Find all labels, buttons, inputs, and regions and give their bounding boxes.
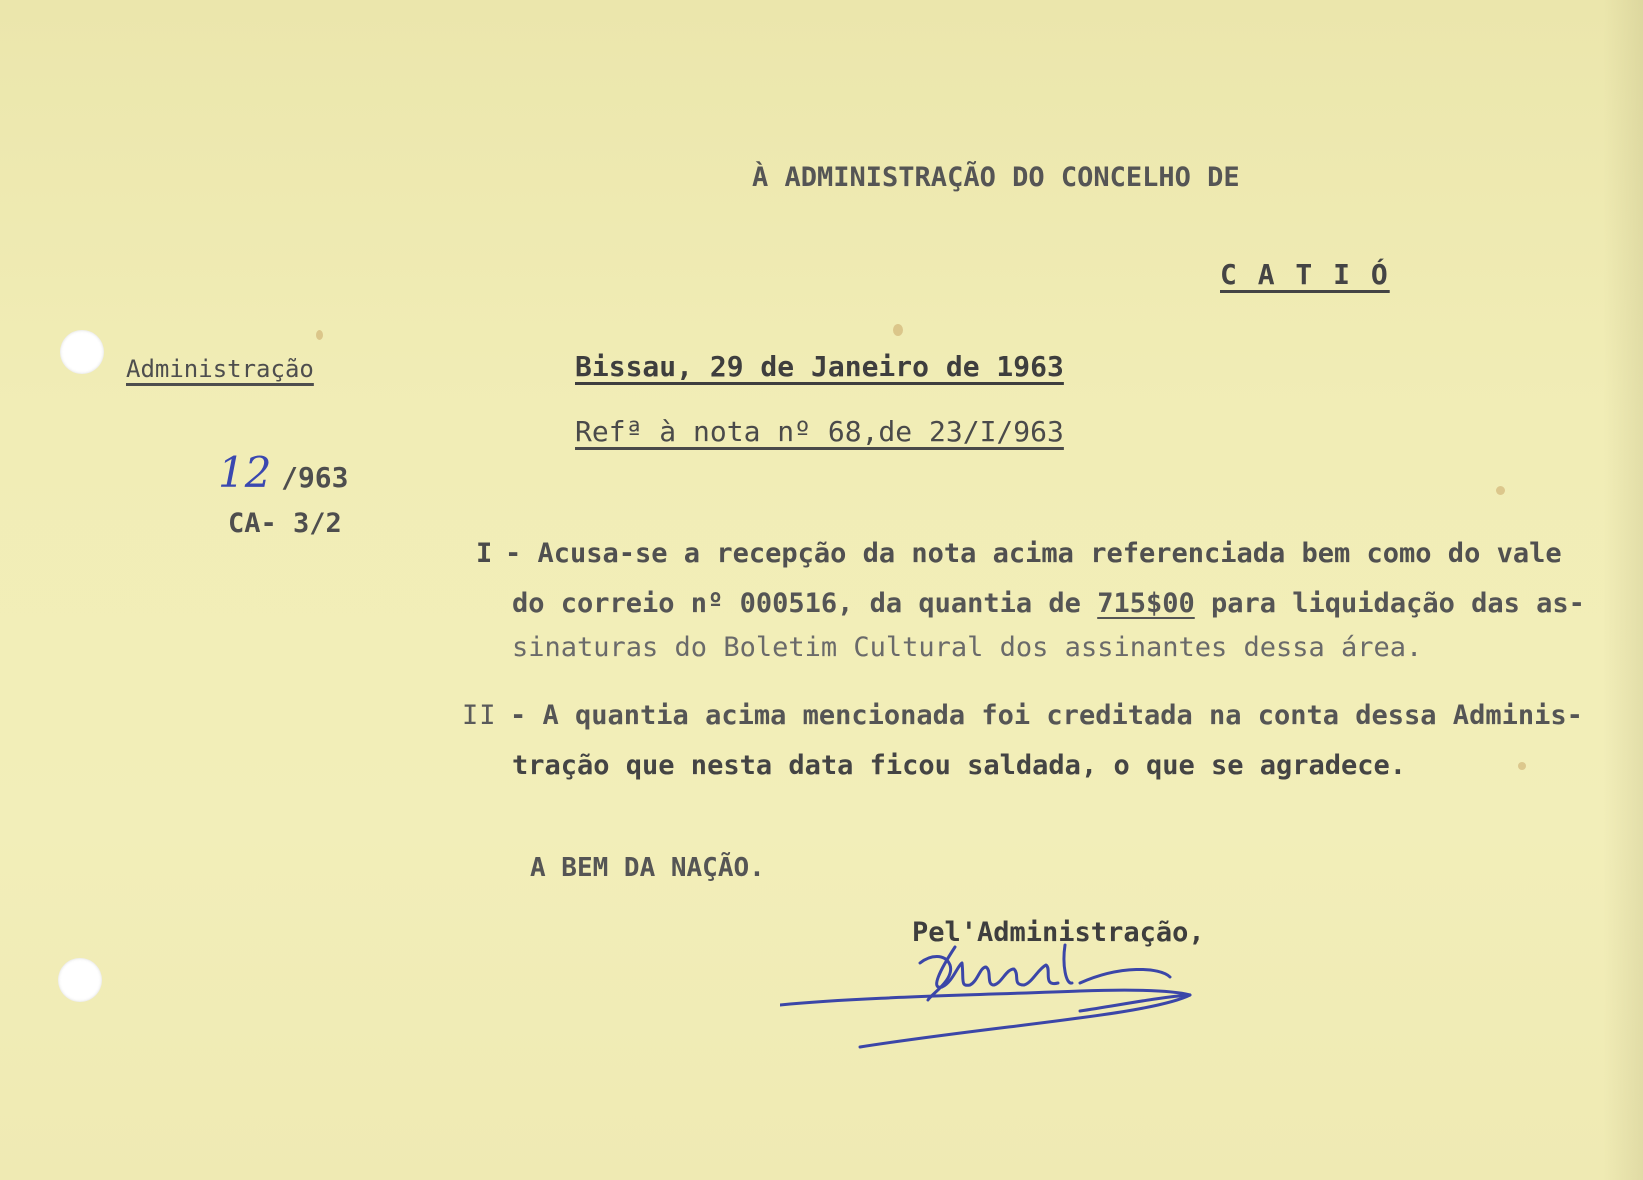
date-line: Bissau, 29 de Janeiro de 1963	[575, 350, 1064, 383]
closing-salutation: A BEM DA NAÇÃO.	[530, 853, 765, 883]
document-code: CA- 3/2	[228, 508, 342, 539]
paper-stain	[893, 324, 903, 336]
punch-hole-bottom	[58, 958, 102, 1002]
paragraph-1-line-2-start: do correio nº 000516, da quantia de	[512, 588, 1098, 619]
signature-label: Pel'Administração,	[912, 917, 1205, 948]
number-year-suffix: /963	[281, 461, 349, 494]
paragraph-1-line-2	[512, 588, 1585, 619]
document-number	[218, 448, 349, 497]
handwritten-signature	[780, 925, 1250, 1055]
paper-stain	[1496, 486, 1505, 495]
handwritten-number: 12	[218, 448, 272, 497]
paragraph-2-numeral: II	[462, 700, 497, 731]
amount-value: 715$00	[1097, 588, 1195, 619]
recipient-line: À ADMINISTRAÇÃO DO CONCELHO DE	[752, 162, 1240, 193]
paper-stain	[316, 330, 323, 340]
paper-stain	[1518, 762, 1526, 770]
page-edge-shadow	[1603, 0, 1643, 1180]
department-label: Administração	[126, 355, 314, 383]
paragraph-2-line-1: - A quantia acima mencionada foi creditada na conta dessa Adminis-	[510, 700, 1583, 731]
paragraph-1-line-1: - Acusa-se a recepção da nota acima referenciada bem como do vale	[505, 538, 1562, 569]
paragraph-1-line-2-end: para liquidação das as-	[1194, 588, 1585, 619]
paragraph-1-line-3: sinaturas do Boletim Cultural dos assinantes dessa área.	[512, 632, 1423, 663]
punch-hole-top	[60, 330, 104, 374]
reference-line: Refª à nota nº 68,de 23/I/963	[575, 415, 1064, 448]
paragraph-2-line-2: tração que nesta data ficou saldada, o que se agradece.	[512, 750, 1407, 781]
paragraph-1-numeral: I	[476, 538, 494, 569]
recipient-town: C A T I Ó	[1220, 258, 1390, 291]
